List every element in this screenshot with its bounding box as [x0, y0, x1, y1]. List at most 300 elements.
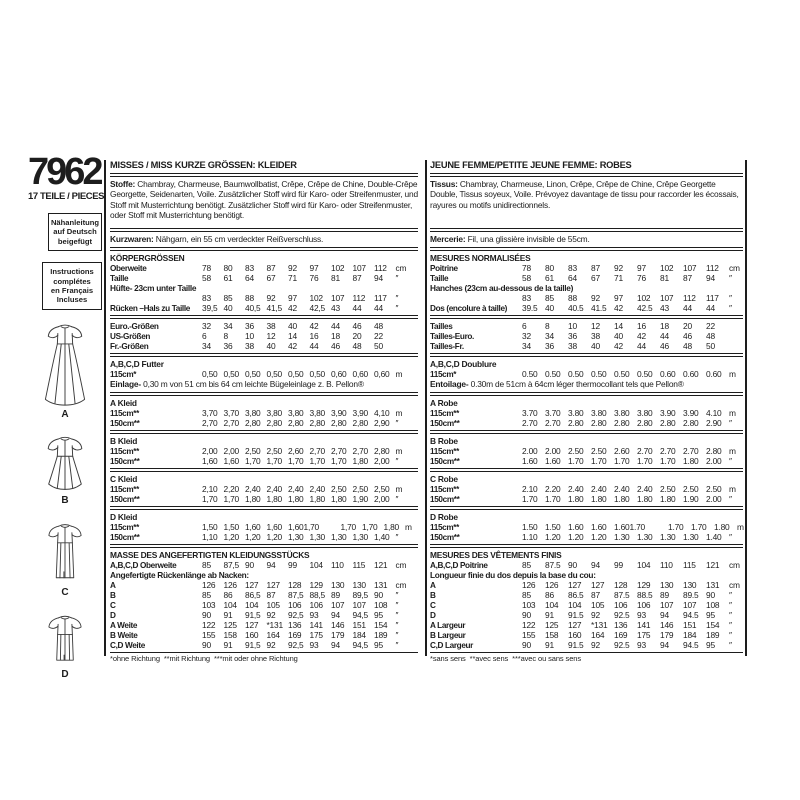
- cell: 3.80: [568, 408, 584, 418]
- unit-cell: cm: [395, 580, 407, 590]
- bold-lead-in: Entoilage-: [430, 379, 471, 389]
- cell: 1,90: [352, 494, 369, 504]
- section-heading: D Kleid: [110, 512, 138, 522]
- cell: 115: [352, 560, 366, 570]
- table-row: [430, 331, 743, 341]
- cell: 127: [245, 620, 259, 630]
- cell: 106: [309, 600, 323, 610]
- cell: 14: [288, 331, 297, 341]
- cell: 3.90: [660, 408, 676, 418]
- cell: 2.00: [545, 446, 561, 456]
- cell: 1,70: [266, 456, 283, 466]
- cell: 10: [245, 331, 254, 341]
- cell: 80: [223, 263, 233, 273]
- cell: 2.70: [683, 446, 699, 456]
- cell: 127: [266, 580, 280, 590]
- cell: 179: [660, 630, 674, 640]
- cell: 0.60: [706, 369, 722, 379]
- section-heading: MESURES DES VÊTEMENTS FINIS: [430, 550, 562, 560]
- cell: 44: [374, 303, 383, 313]
- cell: 1,70: [309, 456, 326, 466]
- cell: 36: [245, 321, 254, 331]
- cell: 91,5: [245, 610, 261, 620]
- cell: 88: [568, 293, 577, 303]
- cell: 2.50: [591, 446, 607, 456]
- row-label: C,D Weite: [110, 641, 145, 650]
- cell: 1,70: [223, 494, 240, 504]
- view-b: [28, 433, 102, 506]
- cell: 2.50: [660, 484, 676, 494]
- view-a: [28, 321, 102, 420]
- cell: 121: [374, 560, 388, 570]
- cell: 87: [266, 590, 276, 600]
- cell: 1.60: [591, 522, 607, 532]
- cell: 130: [352, 580, 366, 590]
- table-row: [430, 303, 743, 313]
- row-label: 150cm**: [110, 533, 140, 542]
- cell: 99: [288, 560, 297, 570]
- table-row: [430, 341, 743, 351]
- cell: 92: [288, 263, 297, 273]
- cell: 90: [245, 560, 254, 570]
- cell: 1.50: [522, 522, 538, 532]
- cell: 36: [545, 341, 554, 351]
- cell: 46: [331, 341, 340, 351]
- cell: 169: [614, 630, 628, 640]
- cell: 1,70: [362, 522, 378, 532]
- row-label: Fr.-Größen: [110, 342, 149, 351]
- table-row: [110, 600, 418, 610]
- row-label: A,B,C,D Poitrine: [430, 561, 488, 570]
- cell: 64: [568, 273, 577, 283]
- cell: 136: [614, 620, 628, 630]
- cell: 85: [522, 590, 531, 600]
- cell: 58: [522, 273, 531, 283]
- cell: 2,50: [352, 484, 369, 494]
- cell: 90: [374, 590, 383, 600]
- row-label: A: [110, 581, 116, 590]
- cell: 67: [266, 273, 276, 283]
- table-row: [430, 418, 743, 428]
- cell: 1.80: [591, 494, 607, 504]
- cell: 83: [202, 293, 211, 303]
- cell: 1.90: [683, 494, 699, 504]
- cell: 128: [288, 580, 302, 590]
- cell: 1.30: [660, 532, 676, 542]
- french-box-line: Incluses: [56, 295, 88, 305]
- cell: 2.50: [568, 446, 584, 456]
- section-rule: [430, 173, 743, 177]
- section-heading: A Robe: [430, 398, 458, 408]
- cell: 40.5: [568, 303, 584, 313]
- cell: 146: [331, 620, 345, 630]
- cell: 102: [331, 263, 345, 273]
- cell: 115: [683, 560, 696, 570]
- cell: 2.40: [637, 484, 653, 494]
- section-rule: [110, 228, 418, 232]
- cell: 107: [331, 600, 345, 610]
- section-rule: [110, 430, 418, 434]
- section-heading: C Robe: [430, 474, 458, 484]
- table-row: [110, 620, 418, 630]
- section-rule: [430, 544, 743, 548]
- cell: 8: [545, 321, 550, 331]
- cell: 107: [352, 600, 366, 610]
- row-label: B: [110, 591, 116, 600]
- cell: 102: [309, 293, 323, 303]
- cell: 87.5: [545, 560, 561, 570]
- cell: 85: [522, 560, 531, 570]
- row-label: 115cm*: [110, 370, 137, 379]
- cell: 125: [545, 620, 559, 630]
- table-row: [110, 418, 418, 428]
- cell: 122: [202, 620, 216, 630]
- cell: 3.80: [591, 408, 607, 418]
- hairline-rule: [110, 652, 418, 653]
- unit-cell: ″: [729, 456, 732, 466]
- cell: 3,80: [288, 408, 304, 418]
- cell: 12: [591, 321, 600, 331]
- cell: 83: [245, 263, 254, 273]
- unit-cell: m: [729, 408, 736, 418]
- cell: 93: [637, 610, 646, 620]
- table-row: [430, 580, 743, 590]
- table-row: [430, 484, 743, 494]
- cell: 2,80: [374, 446, 390, 456]
- cell: 0,50: [202, 369, 218, 379]
- cell: 76: [637, 273, 646, 283]
- cell: 41.5: [591, 303, 607, 313]
- cell: 3.70: [545, 408, 561, 418]
- cell: 1,70: [340, 522, 357, 532]
- unit-cell: m: [395, 446, 403, 456]
- cell: 2.80: [660, 418, 676, 428]
- cell: 2.50: [706, 484, 722, 494]
- cell: 160: [568, 630, 582, 640]
- cell: 88: [245, 293, 254, 303]
- cell: 40: [266, 341, 276, 351]
- table-row: [430, 560, 743, 570]
- cell: 83: [522, 293, 531, 303]
- cell: 94: [331, 640, 340, 650]
- unit-cell: ″: [395, 273, 399, 283]
- bold-lead-in: Mercerie:: [430, 234, 468, 244]
- cell: 2.60: [614, 446, 630, 456]
- divider-sidebar: [104, 160, 106, 656]
- unit-cell: m: [395, 369, 403, 379]
- cell: 127: [245, 580, 259, 590]
- row-label: 115cm**: [110, 447, 139, 456]
- cell: 92.5: [614, 610, 630, 620]
- cell: 1.80: [637, 494, 653, 504]
- cell: 91: [545, 640, 554, 650]
- cell: 42: [637, 331, 646, 341]
- cell: 91.5: [568, 610, 584, 620]
- cell: 0,50: [223, 369, 240, 379]
- cell: 110: [660, 560, 673, 570]
- cell: 1,20: [245, 532, 261, 542]
- cell: 108: [374, 600, 388, 610]
- cell: 103: [522, 600, 536, 610]
- cell: 1,60: [245, 522, 261, 532]
- row-label: Tailles: [430, 322, 453, 331]
- cell: 94.5: [683, 610, 699, 620]
- cell: 103: [202, 600, 216, 610]
- cell: 1.70: [522, 494, 538, 504]
- cell: 2,00: [374, 494, 390, 504]
- cell: 2,60: [288, 446, 304, 456]
- cell: 1.50: [545, 522, 561, 532]
- cell: 44: [309, 341, 319, 351]
- section-heading: A,B,C,D Doublure: [430, 359, 497, 369]
- row-label: 115cm**: [430, 409, 459, 418]
- footnote: *sans sens **avec sens ***avec ou sans sens: [430, 654, 582, 663]
- unit-cell: ″: [729, 620, 732, 630]
- cell: 155: [522, 630, 536, 640]
- cell: 1,20: [223, 532, 240, 542]
- bold-lead-in: Stoffe:: [110, 179, 138, 189]
- cell: 34: [223, 321, 233, 331]
- cell: 43: [660, 303, 669, 313]
- cell: 2.70: [545, 418, 561, 428]
- cell: 1,601,70: [288, 522, 320, 532]
- cell: 42: [288, 341, 297, 351]
- cell: 151: [352, 620, 366, 630]
- row-label: C,D Largeur: [430, 641, 474, 650]
- row-label: 115cm**: [430, 447, 459, 456]
- cell: 34: [202, 341, 211, 351]
- cell: 129: [637, 580, 651, 590]
- cell: 105: [266, 600, 280, 610]
- unit-cell: ″: [729, 494, 732, 504]
- row-label-line: Angefertigte Rückenlänge ab Nacken:: [110, 570, 249, 580]
- row-label: C: [430, 601, 436, 610]
- unit-cell: ″: [395, 620, 399, 630]
- paragraph: Tissus: Chambray, Charmeuse, Linon, Crêpe, Crêpe de Chine, Crêpe Georgette Double, Tissus soyeux, Voile. Prévoyez davantage de tissu pour raccorder les écossais, rayures ou motifs unidirectionnels.: [430, 179, 739, 210]
- section-heading: A Kleid: [110, 398, 137, 408]
- cell: 189: [706, 630, 720, 640]
- row-label: Tailles-Euro.: [430, 332, 474, 341]
- cell: 94: [660, 640, 669, 650]
- cell: 0,60: [352, 369, 369, 379]
- cell: 1.30: [683, 532, 699, 542]
- cell: *131: [266, 620, 283, 630]
- cell: 128: [614, 580, 628, 590]
- section-rule: [430, 430, 743, 434]
- unit-cell: m: [729, 446, 736, 456]
- section-rule: [430, 392, 743, 396]
- unit-cell: m: [405, 522, 412, 532]
- cell: 1,80: [288, 494, 304, 504]
- cell: 2.00: [706, 494, 722, 504]
- cell: 0,50: [245, 369, 261, 379]
- cell: 94: [706, 273, 715, 283]
- unit-cell: ″: [395, 456, 399, 466]
- cell: 2,50: [245, 446, 261, 456]
- cell: 1.60: [568, 522, 584, 532]
- cell: 42,5: [309, 303, 326, 313]
- cell: 90: [522, 610, 531, 620]
- french-column: [430, 160, 743, 663]
- unit-cell: ″: [729, 640, 732, 650]
- cell: 1.80: [714, 522, 730, 532]
- cell: 175: [637, 630, 651, 640]
- cell: 2,40: [266, 484, 283, 494]
- cell: 117: [706, 293, 719, 303]
- table-row: [430, 620, 743, 630]
- cell: 87: [266, 263, 276, 273]
- cell: 3.80: [614, 408, 630, 418]
- cell: 61: [545, 273, 554, 283]
- cell: 87,5: [288, 590, 304, 600]
- cell: 106: [288, 600, 302, 610]
- cell: 141: [637, 620, 651, 630]
- cell: 87: [591, 263, 600, 273]
- cell: 92.5: [614, 640, 630, 650]
- column-title: MISSES / MISS KURZE GRÖSSEN: KLEIDER: [110, 160, 297, 170]
- cell: 2.80: [614, 418, 630, 428]
- unit-cell: ″: [729, 532, 732, 542]
- cell: 2,40: [309, 484, 326, 494]
- cell: 0.50: [522, 369, 538, 379]
- cell: 1,50: [202, 522, 218, 532]
- row-label: 150cm**: [110, 495, 140, 504]
- unit-cell: ″: [729, 273, 732, 283]
- garment-views: [28, 321, 102, 680]
- table-row: [110, 273, 418, 283]
- cell: 107: [660, 600, 674, 610]
- view-a-label: A: [61, 408, 69, 420]
- cell: 39.5: [522, 303, 538, 313]
- cell: 1.20: [568, 532, 584, 542]
- table-row: [110, 369, 418, 379]
- cell: 1,20: [266, 532, 283, 542]
- cell: 2.80: [683, 418, 699, 428]
- cell: 92: [266, 640, 276, 650]
- row-label: Taille: [110, 274, 129, 283]
- column-title: JEUNE FEMME/PETITE JEUNE FEMME: ROBES: [430, 160, 632, 170]
- cell: 1,10: [202, 532, 218, 542]
- cell: 86,5: [245, 590, 261, 600]
- section-rule: [430, 247, 743, 251]
- cell: 88.5: [637, 590, 653, 600]
- cell: 87: [683, 273, 692, 283]
- view-c-label: C: [61, 586, 69, 598]
- table-row: [110, 321, 418, 331]
- cell: 6: [202, 331, 207, 341]
- cell: 3,90: [331, 408, 347, 418]
- cell: 89: [660, 590, 669, 600]
- cell: 48: [683, 341, 692, 351]
- cell: 43: [331, 303, 340, 313]
- section-rule: [430, 506, 743, 510]
- cell: 92: [266, 610, 276, 620]
- cell: 189: [374, 630, 388, 640]
- cell: 2.40: [568, 484, 584, 494]
- section-rule: [110, 468, 418, 472]
- unit-cell: ″: [729, 293, 732, 303]
- cell: 0,50: [266, 369, 283, 379]
- cell: 0.50: [614, 369, 630, 379]
- cell: 107: [352, 263, 366, 273]
- cell: 1.10: [522, 532, 538, 542]
- cell: 1,30: [309, 532, 326, 542]
- row-label: Euro.-Größen: [110, 322, 159, 331]
- cell: 97: [288, 293, 297, 303]
- cell: 91.5: [568, 640, 584, 650]
- cell: 112: [706, 263, 719, 273]
- cell: 1,70: [331, 456, 347, 466]
- cell: 95: [706, 640, 715, 650]
- cell: 1.20: [545, 532, 561, 542]
- cell: 0,60: [374, 369, 390, 379]
- cell: 78: [522, 263, 531, 273]
- cell: 126: [545, 580, 559, 590]
- cell: 104: [568, 600, 582, 610]
- section-rule: [110, 506, 418, 510]
- row-label: D: [110, 611, 116, 620]
- cell: 44: [637, 341, 646, 351]
- cell: 93: [637, 640, 646, 650]
- cell: 78: [202, 263, 211, 273]
- table-row: [430, 456, 743, 466]
- cell: 14: [614, 321, 623, 331]
- cell: 0.50: [591, 369, 607, 379]
- unit-cell: ″: [395, 600, 399, 610]
- cell: 2.40: [614, 484, 630, 494]
- cell: 2,90: [374, 418, 390, 428]
- paragraph: Stoffe: Chambray, Charmeuse, Baumwollbatist, Crêpe, Crêpe de Chine, Double-Crêpe Georgette, Seidenarten, Voile. Zusätzlicher Stoff wird für Karo- oder Streifenmuster, und Stoff mit Musterrichtung benötigt. Zusätzlicher Stoff wird für Karo- oder Streifenmuster, oder Stoff mit Musterrichtung benötigt.: [110, 179, 418, 220]
- table-row: [110, 341, 418, 351]
- french-box-line: complétes: [53, 276, 91, 286]
- cell: 94,5: [352, 610, 369, 620]
- cell: 1.70: [545, 494, 561, 504]
- cell: 151: [683, 620, 697, 630]
- cell: 91: [223, 640, 233, 650]
- german-box-line: auf Deutsch: [53, 227, 97, 237]
- cell: 2,50: [374, 484, 390, 494]
- table-row: [110, 590, 418, 600]
- table-row: [110, 303, 418, 313]
- table-row: [110, 408, 418, 418]
- cell: 44: [706, 303, 715, 313]
- cell: 1.30: [637, 532, 653, 542]
- cell: 2.80: [591, 418, 607, 428]
- cell: 104: [309, 560, 323, 570]
- cell: 2,40: [288, 484, 304, 494]
- table-row: [430, 446, 743, 456]
- cell: 2,80: [288, 418, 304, 428]
- cell: 104: [637, 560, 651, 570]
- cell: 126: [223, 580, 237, 590]
- cell: 2,20: [223, 484, 240, 494]
- cell: 20: [352, 331, 362, 341]
- cell: 0.50: [545, 369, 561, 379]
- paragraph: Entoilage- 0.30m de 51cm à 64cm léger thermocollant tels que Pellon®: [430, 379, 684, 389]
- cell: 6: [522, 321, 527, 331]
- row-label: 115cm*: [430, 370, 457, 379]
- view-c: [28, 519, 102, 598]
- cell: 89,5: [352, 590, 369, 600]
- paragraph: Einlage- 0,30 m von 51 cm bis 64 cm leichte Bügeleinlage z. B. Pellon®: [110, 379, 364, 389]
- cell: 1.30: [614, 532, 630, 542]
- cell: 1,80: [245, 494, 261, 504]
- cell: 34: [545, 331, 554, 341]
- cell: 93: [309, 640, 319, 650]
- section-rule: [110, 315, 418, 319]
- cell: 97: [637, 263, 646, 273]
- cell: 94: [660, 610, 669, 620]
